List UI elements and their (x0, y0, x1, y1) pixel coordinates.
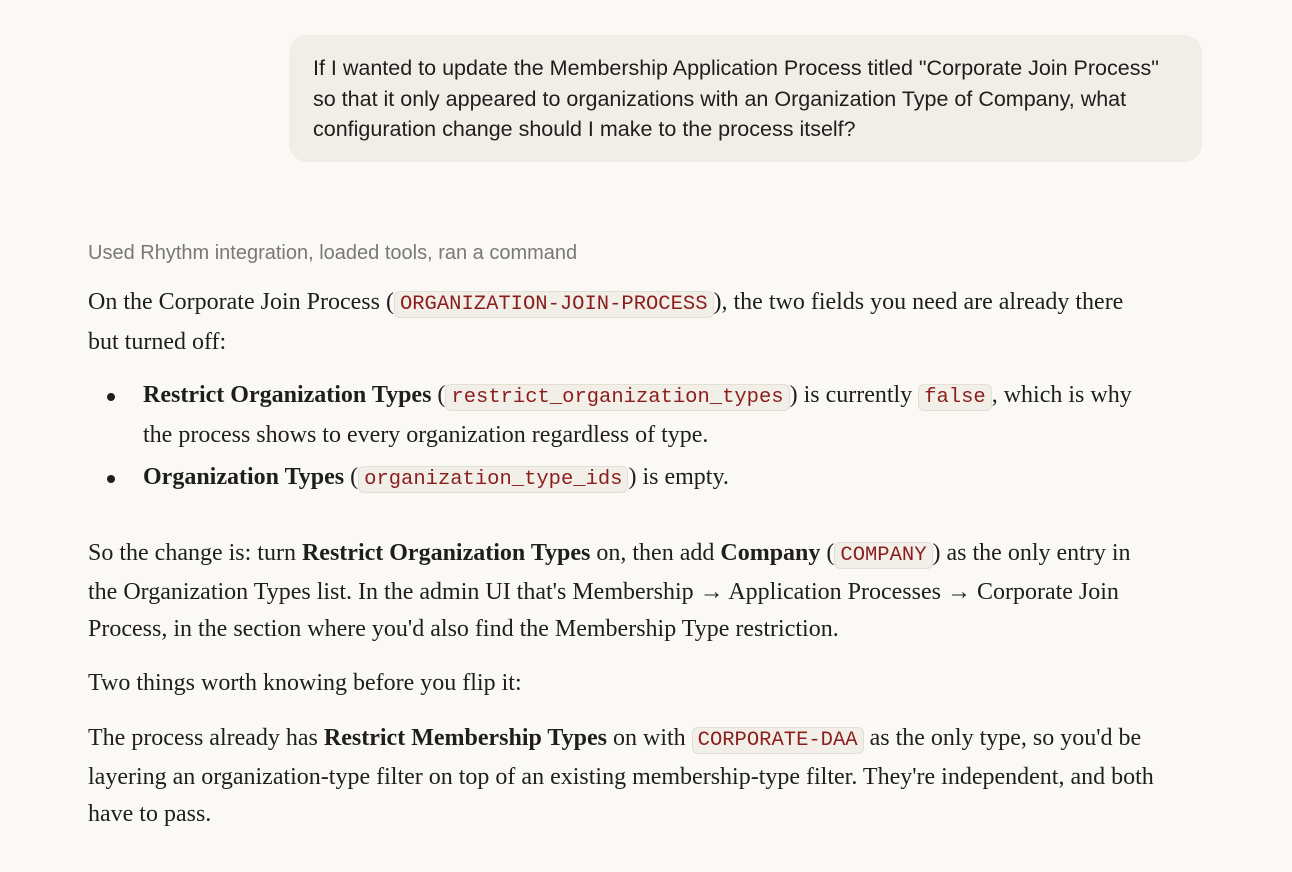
fields-list (88, 377, 1158, 499)
response-paragraph-note-intro: Two things worth knowing before you flip it: (88, 670, 522, 696)
bold-text: Organization Types (143, 464, 345, 490)
inline-code: COMPANY (834, 542, 932, 569)
response-paragraph-note (88, 720, 1158, 833)
bold-text: Restrict Membership Types (323, 724, 607, 751)
tool-usage-summary[interactable] (88, 239, 577, 267)
response-paragraph-intro (88, 284, 1158, 360)
text-span: ) as the only entry in the Organization Types list. In the admin UI that's Membership → Application Processes → Corporate Join Process, in the section where you'd also find the Membership Type restriction. (88, 539, 1131, 642)
list-item (143, 459, 1158, 499)
inline-code: organization_type_ids (358, 466, 628, 493)
text-span: as the only type, so you'd be layering an organization-type filter on top of an existing membership-type filter. They're independent, and both have to pass. (88, 724, 1154, 827)
user-message-text: If I wanted to update the Membership Application Process titled "Corporate Join Process" so that it only appeared to organizations with an Organization Type of Company, what configuration change should I make to the process itself? (313, 56, 1159, 141)
bullet-icon (107, 475, 115, 483)
text-span: , which is why the process shows to every organization regardless of type. (143, 382, 1132, 448)
text-span: ( (431, 382, 446, 408)
assistant-response (88, 284, 1158, 832)
user-message-bubble (289, 35, 1202, 162)
text-span: ) is currently (789, 382, 919, 408)
response-paragraph-change (88, 535, 1158, 648)
inline-code: ORGANIZATION-JOIN-PROCESS (394, 291, 714, 318)
bold-text: Restrict Organization Types (143, 382, 432, 408)
text-span: So the change is: turn (88, 539, 302, 566)
text-span: ( (820, 539, 835, 566)
inline-code: CORPORATE-DAA (692, 727, 864, 754)
list-item (143, 377, 1158, 453)
tool-usage-summary-text: Used Rhythm integration, loaded tools, ran a command (88, 242, 578, 264)
text-span: ), the two fields you need are already there but turned off: (88, 289, 1124, 355)
text-span: on with (606, 724, 692, 751)
text-span: On the Corporate Join Process ( (88, 289, 394, 315)
text-span: ( (344, 464, 359, 490)
inline-code: false (918, 384, 992, 411)
bold-text: Restrict Organization Types (301, 539, 591, 566)
text-span: The process already has (88, 724, 324, 751)
inline-code: restrict_organization_types (445, 384, 789, 411)
text-span: ) is empty. (628, 464, 729, 490)
text-span: on, then add (590, 539, 721, 566)
bold-text: Company (720, 539, 821, 566)
bullet-icon (107, 393, 115, 401)
